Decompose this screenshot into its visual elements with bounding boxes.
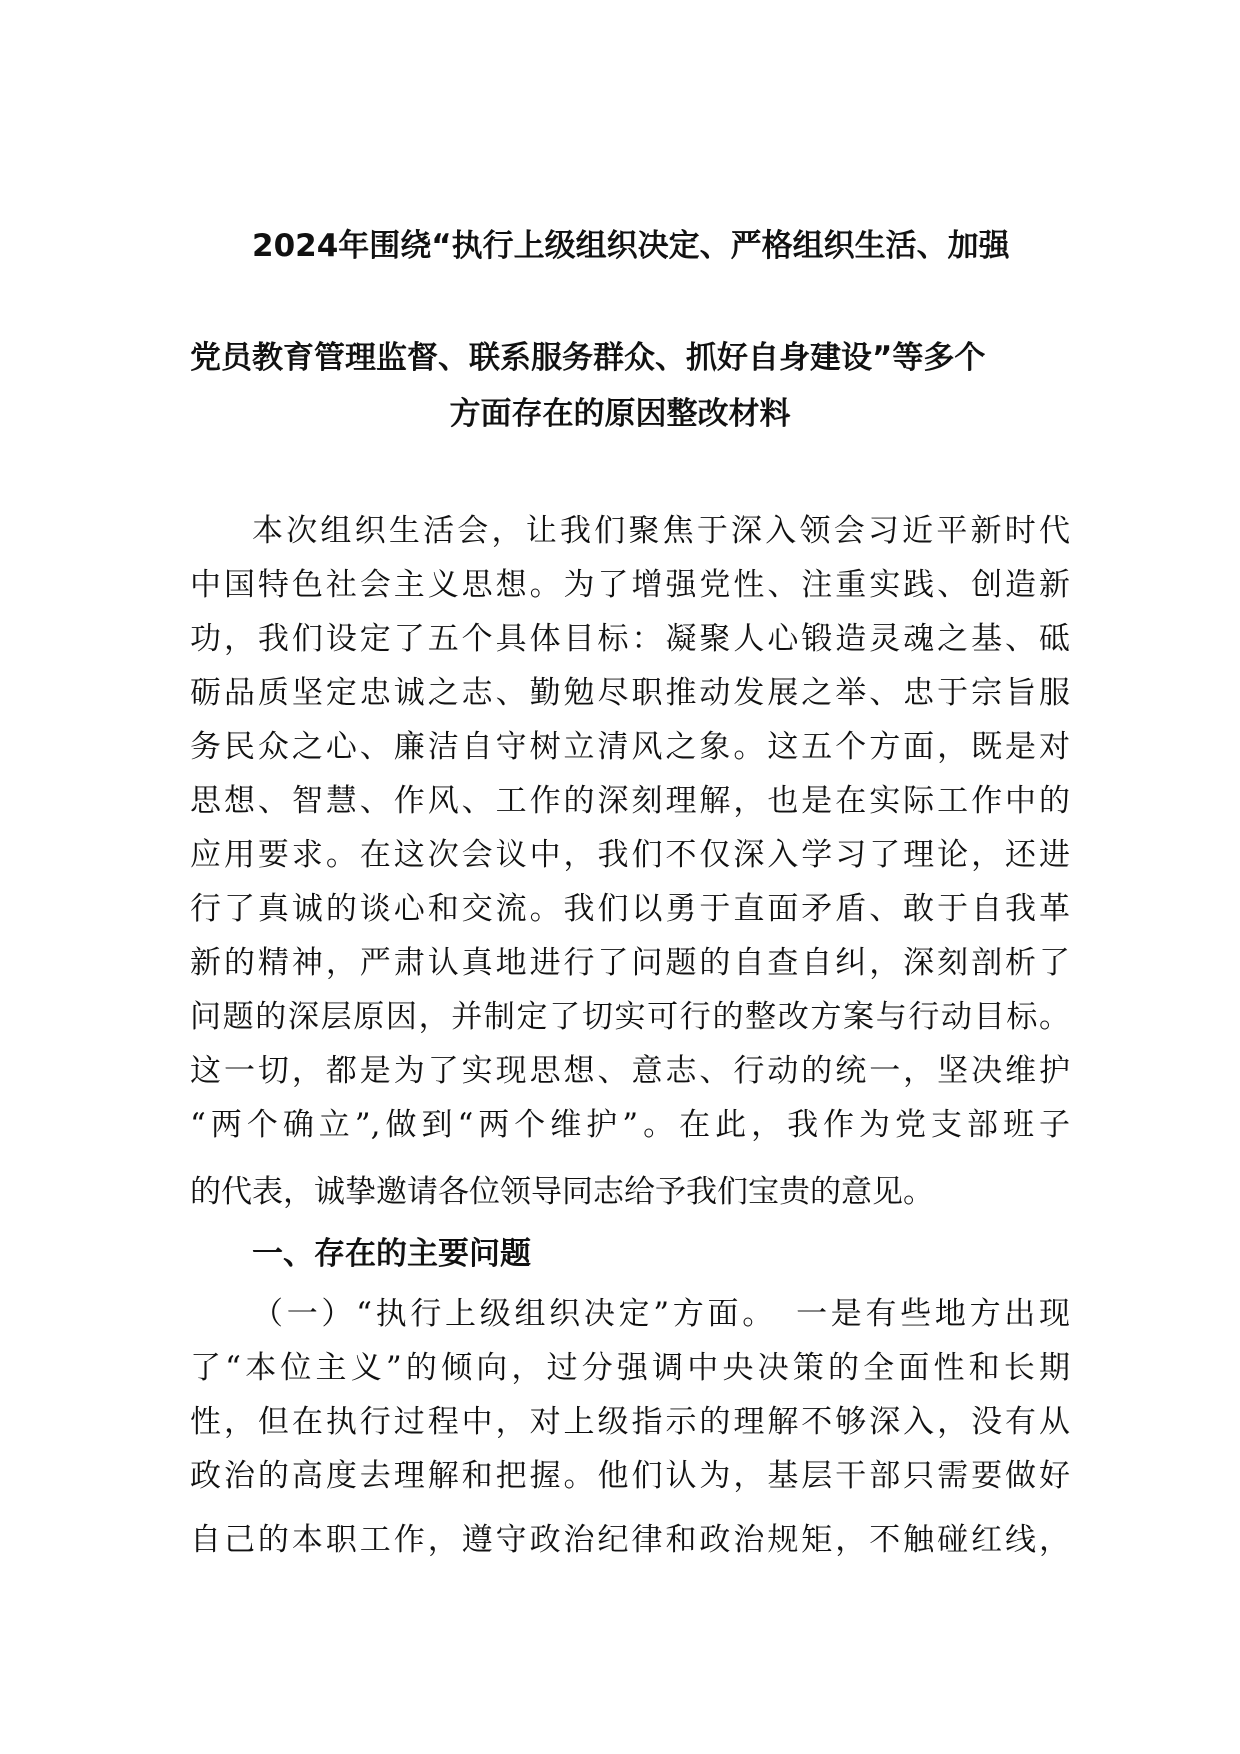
document-title-line-2: 党员教育管理监督、联系服务群众、抓好自身建设”等多个 — [190, 340, 986, 376]
intro-paragraph-line: 务民众之心、廉洁自守树立清风之象。这五个方面，既是对 — [190, 729, 1070, 765]
document-title-line-3: 方面存在的原因整改材料 — [449, 396, 791, 432]
intro-paragraph-line: 新的精神，严肃认真地进行了问题的自查自纠，深刻剖析了 — [190, 945, 1070, 981]
intro-paragraph-line: 行了真诚的谈心和交流。我们以勇于直面矛盾、敢于自我革 — [190, 891, 1070, 927]
intro-paragraph-line: 功，我们设定了五个具体目标：凝聚人心锻造灵魂之基、砥 — [190, 621, 1070, 657]
section-paragraph-line: 自己的本职工作，遵守政治纪律和政治规矩，不触碰红线， — [190, 1522, 1070, 1558]
intro-paragraph-line: 砺品质坚定忠诚之志、勤勉尽职推动发展之举、忠于宗旨服 — [190, 675, 1070, 711]
intro-paragraph-line: 这一切，都是为了实现思想、意志、行动的统一，坚决维护 — [190, 1053, 1070, 1089]
intro-paragraph-line: “两个确立”,做到“两个维护”。在此，我作为党支部班子 — [190, 1107, 1070, 1143]
section-heading: 一、存在的主要问题 — [252, 1236, 531, 1272]
section-paragraph-line: （一）“执行上级组织决定”方面。 一是有些地方出现 — [252, 1296, 1070, 1332]
document-title-line-1: 2024年围绕“执行上级组织决定、严格组织生活、加强 — [252, 228, 1010, 264]
intro-paragraph-line: 中国特色社会主义思想。为了增强党性、注重实践、创造新 — [190, 567, 1070, 603]
intro-paragraph-line: 应用要求。在这次会议中，我们不仅深入学习了理论，还进 — [190, 837, 1070, 873]
intro-paragraph-line: 本次组织生活会，让我们聚焦于深入领会习近平新时代 — [252, 513, 1070, 549]
intro-paragraph-line: 思想、智慧、作风、工作的深刻理解，也是在实际工作中的 — [190, 783, 1070, 819]
intro-paragraph-line: 问题的深层原因，并制定了切实可行的整改方案与行动目标。 — [190, 999, 1070, 1035]
section-paragraph-line: 政治的高度去理解和把握。他们认为，基层干部只需要做好 — [190, 1458, 1070, 1494]
intro-paragraph-line: 的代表，诚挚邀请各位领导同志给予我们宝贵的意见。 — [190, 1174, 934, 1210]
section-paragraph-line: 了“本位主义”的倾向，过分强调中央决策的全面性和长期 — [190, 1350, 1070, 1386]
section-paragraph-line: 性，但在执行过程中，对上级指示的理解不够深入，没有从 — [190, 1404, 1070, 1440]
